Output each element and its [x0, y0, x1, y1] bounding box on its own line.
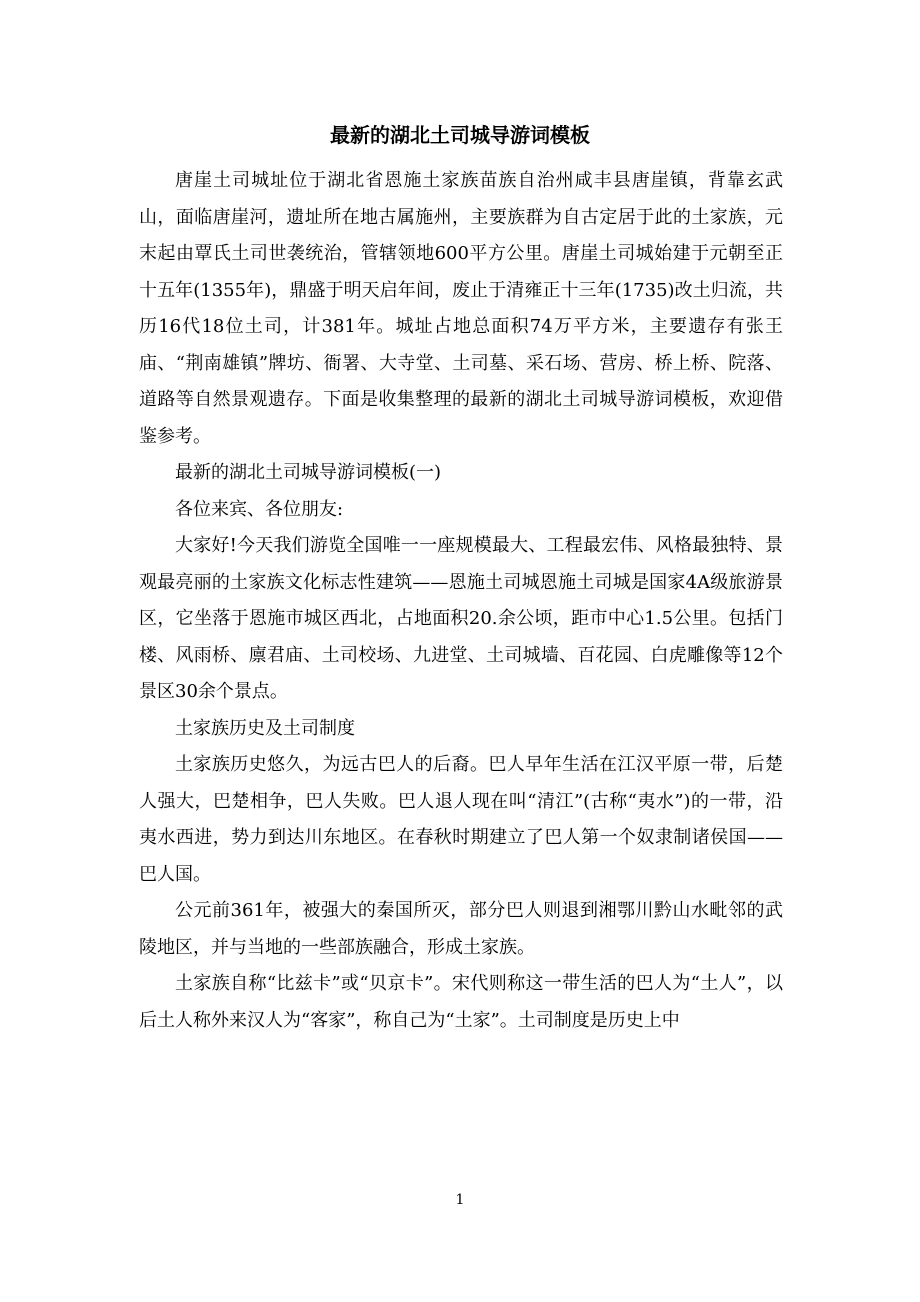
paragraph-overview: 大家好!今天我们游览全国唯一一座规模最大、工程最宏伟、风格最独特、景观最亮丽的土家族文化标志性建筑——恩施土司城恩施土司城是国家4A级旅游景区，它坐落于恩施市城区西北，占地面积20.余公顷，距市中心1.5公里。包括门楼、风雨桥、廪君庙、土司校场、九进堂、土司城墙、百花园、白虎雕像等12个景区30余个景点。 — [139, 535, 783, 702]
paragraph-history: 土家族历史悠久，为远古巴人的后裔。巴人早年生活在江汉平原一带，后楚人强大，巴楚相争，巴人失败。巴人退人现在叫“清江”(古称“夷水”)的一带，沿夷水西进，势力到达川东地区。在春秋时期建立了巴人第一个奴隶制诸侯国——巴人国。 — [139, 754, 783, 885]
paragraph-intro: 唐崖土司城址位于湖北省恩施土家族苗族自治州咸丰县唐崖镇，背靠玄武山，面临唐崖河，遗址所在地古属施州，主要族群为自古定居于此的土家族，元末起由覃氏土司世袭统治，管辖领地600平方公里。唐崖土司城始建于元朝至正十五年(1355年)，鼎盛于明天启年间，废止于清雍正十三年(1735)改土归流，共历16代18位土司，计381年。城址占地总面积74万平方米，主要遗存有张王庙、“荆南雄镇”牌坊、衙署、大寺堂、土司墓、采石场、营房、桥上桥、院落、道路等自然景观遗存。下面是收集整理的最新的湖北土司城导游词模板，欢迎借鉴参考。 — [139, 170, 783, 447]
paragraph-greeting: 各位来宾、各位朋友: — [175, 498, 344, 520]
paragraph-qin: 公元前361年，被强大的秦国所灭，部分巴人则退到湘鄂川黔山水毗邻的武陵地区，并与当地的一些部族融合，形成土家族。 — [139, 900, 783, 958]
paragraph-history-heading: 土家族历史及土司制度 — [175, 717, 355, 739]
paragraph-name-origin: 土家族自称“比兹卡”或“贝京卡”。宋代则称这一带生活的巴人为“土人”，以后土人称外来汉人为“客家”，称自己为“土家”。土司制度是历史上中 — [139, 973, 783, 1031]
document-title: 最新的湖北土司城导游词模板 — [330, 123, 590, 147]
paragraph-section-heading-1: 最新的湖北土司城导游词模板(一) — [175, 462, 442, 483]
document-body — [139, 163, 783, 1039]
page-number: 1 — [455, 1192, 465, 1208]
